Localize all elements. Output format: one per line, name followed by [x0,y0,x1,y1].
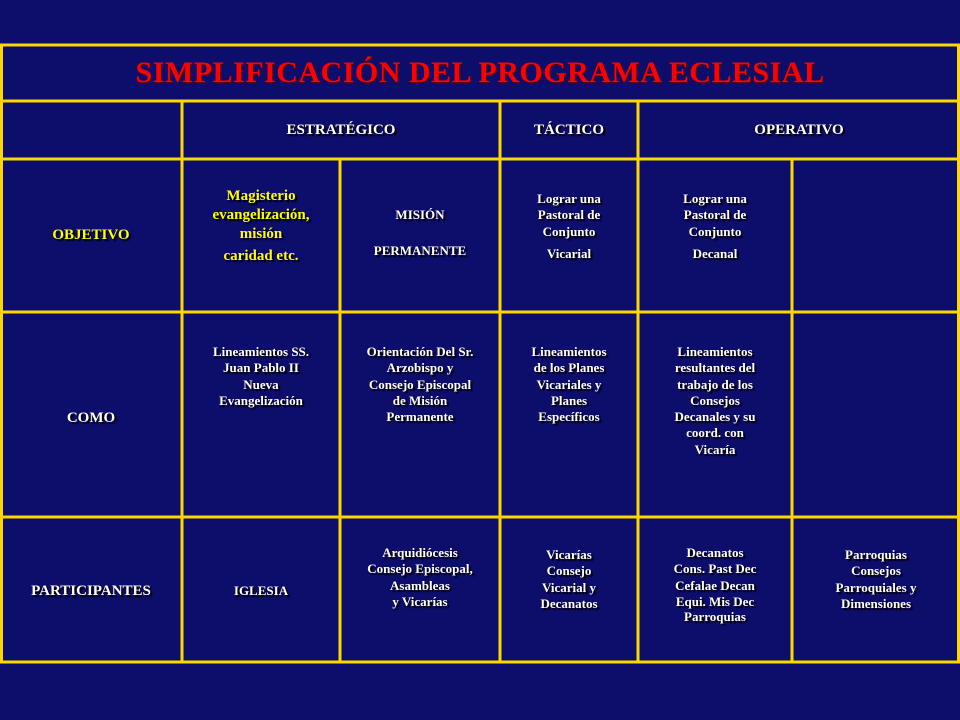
text-line: de Misión [392,392,448,408]
text-line: Conjunto [542,223,596,239]
text-line: coord. con [686,425,744,441]
text-line: Consejos [851,563,901,579]
text-line: Consejos [690,392,740,408]
text-line: Lograr una [537,191,601,206]
cell-como-consejos-decanales [638,312,792,517]
cell-participantes-iglesia: IGLESIA [233,583,289,599]
text-line: Juan Pablo II [223,360,299,376]
text-line: resultantes del [674,360,756,376]
text-line: Cons. Past Dec [673,561,757,577]
text-line: Planes [550,392,588,408]
cell-participantes-vicarias [500,517,638,662]
text-line: Lineamientos SS. [212,344,310,359]
text-line: Vicarías [546,547,592,562]
text-line: Parroquiales y [835,579,917,595]
row-label-participantes: PARTICIPANTES [31,583,151,600]
text-line: Consejo Episcopal, [367,561,473,577]
text-line: evangelización, [212,206,310,223]
text-line: Lograr una [683,191,747,206]
cell-como-orientacion [340,312,500,517]
text-line: misión [239,225,283,242]
text-line: Decanatos [686,545,744,560]
text-line: Vicarial y [541,579,596,595]
text-line: Arquidiócesis [382,545,458,560]
row-label-como: COMO [66,410,116,427]
text-line: trabajo de los [677,376,753,392]
text-line: Conjunto [688,223,742,239]
text-line: Pastoral de [683,207,747,223]
text-line: Parroquias [684,609,746,624]
text-line: Decanales y su [674,409,756,424]
text-line: de los Planes [533,360,605,376]
text-line: Específicos [538,409,600,424]
cell-como-planes-vicariales [500,312,638,517]
cell-participantes-arquidiocesis [340,517,500,662]
cell-como-lineamientos-ss [182,312,340,517]
text-line: Dimensiones [840,595,912,611]
text-line: caridad etc. [223,248,299,265]
cell-objetivo-mision [340,159,500,312]
text-line: Cefalae Decan [675,577,755,593]
header-operativo: OPERATIVO [754,121,844,138]
text-line: Magisterio [226,188,296,204]
text-line: Pastoral de [537,207,601,223]
page-title: SIMPLIFICACIÓN DEL PROGRAMA ECLESIAL [135,56,825,90]
text-line: PERMANENTE [373,243,467,259]
cell-participantes-decanatos [638,517,792,662]
cell-participantes-parroquias [792,517,960,662]
header-estrategico: ESTRATÉGICO [286,121,396,138]
text-line: MISIÓN [395,207,445,222]
text-line: Parroquias [845,547,907,562]
row-label-objetivo: OBJETIVO [52,227,130,244]
text-line: Consejo Episcopal [368,376,472,392]
text-line: y Vicarías [392,593,448,609]
text-line: Vicariales y [536,376,602,392]
text-line: Decanatos [540,595,598,611]
text-line: Lineamientos [531,344,607,359]
cell-objetivo-decanal [638,159,792,312]
cell-objetivo-magisterio [182,159,340,312]
header-tactico: TÁCTICO [533,121,604,138]
text-line: Arzobispo y [386,360,454,376]
text-line: Asambleas [390,577,450,593]
cell-como-empty [792,312,960,517]
cell-objetivo-vicarial [500,159,638,312]
text-line: Permanente [386,409,454,424]
text-line: Nueva [243,376,279,392]
text-line: Decanal [692,245,738,261]
text-line: Evangelización [219,392,303,408]
text-line: Vicaría [694,441,736,457]
text-line: Orientación Del Sr. [366,344,474,359]
text-line: Lineamientos [677,344,753,359]
text-line: Vicarial [546,245,592,261]
cell-objetivo-empty [792,159,960,312]
text-line: Equi. Mis Dec [675,593,755,609]
text-line: Consejo [546,563,592,579]
